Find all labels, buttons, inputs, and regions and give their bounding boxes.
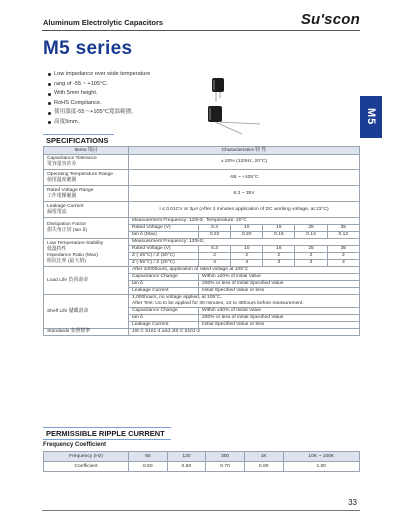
table-row [44,202,360,218]
table-row [44,239,360,246]
cell-value: 200% or less of Initial Specified Value [199,315,360,322]
cell-value [129,295,360,308]
cell-value: 25 [295,246,327,253]
cell-label: Z (-55°C) / Z (20°C) [129,260,199,267]
cell-value: 0.20 [231,232,263,239]
cell-value: 1.00 [283,462,360,472]
row-label: Shelf Life 儲藏壽命 [44,295,129,329]
row-label [44,155,129,170]
brand-logo: Su'scon [300,11,360,28]
row-label [44,239,129,267]
frequency-coefficient-title: Frequency Coefficient [43,442,107,448]
cell-value: Within ±20% of initial Value [199,274,360,281]
cell-value: Initial Specified Value or less [199,288,360,295]
table-row [44,267,360,274]
cell-value: 2 [327,253,359,260]
cell-value: 16 [263,225,295,232]
cell-label: Leakage Current [129,288,199,295]
table-row [44,462,360,472]
cell-value: 3 [295,260,327,267]
label-en: Impedance Ratio (Max) [47,252,98,258]
table-header-row [44,147,360,155]
row-label [44,170,129,186]
table-row [44,186,360,202]
cell-value: 0.22 [199,232,231,239]
cell-value: 6.3 [199,225,231,232]
label-zh: 損失角正切 (tan δ) [47,228,87,233]
cell-value: 35 [327,246,359,253]
series-title: M5 series [43,38,133,59]
cell-value: Measurement Frequency: 120Hz, [129,239,360,246]
label-en: Capacitance Tolerance [47,156,97,161]
cell-value: After 1000hours, application of rated voltage at 105°C [129,267,360,274]
cell-value: 2 [199,253,231,260]
cell-value: 120 [167,452,206,462]
cell-label: Rated Voltage (V) [129,225,199,232]
frequency-coefficient-table [43,451,360,472]
product-category: Aluminum Electrolytic Capacitors [43,18,164,27]
cell-label: tan δ (Max) [129,232,199,239]
cell-value: 0.12 [327,232,359,239]
side-tab-label: M5 [365,108,377,126]
table-row [44,170,360,186]
cell-value: 25 [295,225,327,232]
capacitor-photo [200,72,300,142]
feature-item: 使用溫度-55～+105°C寬溫範圍。 [48,108,150,118]
cell-label: Capacitance Change [129,274,199,281]
table-row [44,295,360,308]
condition-line: 1,000hours, no voltage applied, at 105°C. [132,295,223,300]
cell-value: 35 [327,225,359,232]
cell-label: tan δ [129,315,199,322]
footer-divider [42,510,360,511]
cell-value: 0.16 [263,232,295,239]
row-label [44,218,129,239]
row-label: Standards 参照標準 [44,329,129,336]
cell-value: 2 [231,253,263,260]
cell-value: 6.3 [199,246,231,253]
cell-value: 200% or less of Initial Specified Value [199,281,360,288]
cell-value: 10 [231,246,263,253]
label-en: Rated Voltage Range [47,187,94,193]
series-side-tab [360,96,382,138]
row-label [44,202,129,218]
cell-value: I ≤ 0.01CV or 3μA (After 2 minutes application of DC working voltage, at 23°C) [129,202,360,218]
cell-value: 6.3 ~ 35V [129,186,360,202]
table-row [44,218,360,225]
cell-value: Initial Specified Value or less [199,322,360,329]
label-en: Operating Temperature Range [47,171,113,177]
specifications-heading: SPECIFICATIONS [43,134,114,147]
cell-value: 300 [206,452,245,462]
cell-value: ± 20% (120Hz, 20°C) [129,155,360,170]
table-row [44,155,360,170]
cell-value: 0.60 [167,462,206,472]
cell-value: Within ±30% of Initial Value [199,308,360,315]
row-label: Coefficient [44,462,129,472]
label-en: Dissipation Factor [47,222,87,227]
cell-value: Measurement Frequency: 120Hz, Temperature: 20°C [129,218,360,225]
cell-value: 2 [263,253,295,260]
label-en: Leakage Current [47,203,84,209]
cell-value: 10 [231,225,263,232]
label-zh: 電容量容許差 [47,162,77,167]
cell-value: 10K ~ 100K [283,452,360,462]
cell-value: 16 [263,246,295,253]
cell-label: Rated Voltage (V) [129,246,199,253]
cell-value: 60 [129,452,168,462]
cell-value: 0.90 [244,462,283,472]
label-en: Low Temperature Stability [47,240,104,246]
row-label: Load Life 負荷壽命 [44,267,129,295]
feature-item: RoHS Compliance. [48,99,150,109]
label-zh: 工作電壓範圍 [47,193,77,199]
cell-value: 2 [295,253,327,260]
cell-label: tan δ [129,281,199,288]
condition-line: After Test: Uo to be applied for 30 minutes, 24 to 48hours before measurement. [132,301,304,306]
feature-item: With 5mm height. [48,89,150,99]
header-characteristics: Characteristics 特 性 [129,147,360,155]
table-header-row [44,452,360,462]
table-row [44,329,360,336]
cell-value: 0.14 [295,232,327,239]
row-label [44,186,129,202]
cell-value: JIS C 5101-4 and JIS C 5101-2 [129,329,360,336]
cell-label: Capacitance Change [129,308,199,315]
cell-value: 4 [199,260,231,267]
page-number: 33 [348,498,357,507]
header-frequency: Frequency (Hz) [44,452,129,462]
cell-value: 4 [231,260,263,267]
label-zh: 漏電電流 [47,209,67,215]
label-zh: 阻抗比率 (最大值) [47,258,86,264]
cell-label: Leakage Current [129,322,199,329]
cell-value: 0.50 [129,462,168,472]
header-items: Items 項目 [44,147,129,155]
ripple-current-heading: PERMISSIBLE RIPPLE CURRENT [43,427,171,440]
cell-value: 0.70 [206,462,245,472]
label-zh: 使用溫度範圍 [47,177,77,183]
feature-item: rang of -55 ~ +105°C. [48,80,150,90]
cell-value: 3 [263,260,295,267]
feature-list [48,70,150,128]
feature-item: 高度5mm。 [48,118,150,128]
cell-value: -55 ~ +105°C [129,170,360,186]
cell-value: 1K [244,452,283,462]
label-zh: 低溫特性 [47,246,67,252]
cell-label: Z (-25°C) / Z (20°C) [129,253,199,260]
header-divider [42,30,360,31]
specifications-table [43,146,360,336]
feature-item: Low impedance over wide temperature [48,70,150,80]
cell-value: 3 [327,260,359,267]
